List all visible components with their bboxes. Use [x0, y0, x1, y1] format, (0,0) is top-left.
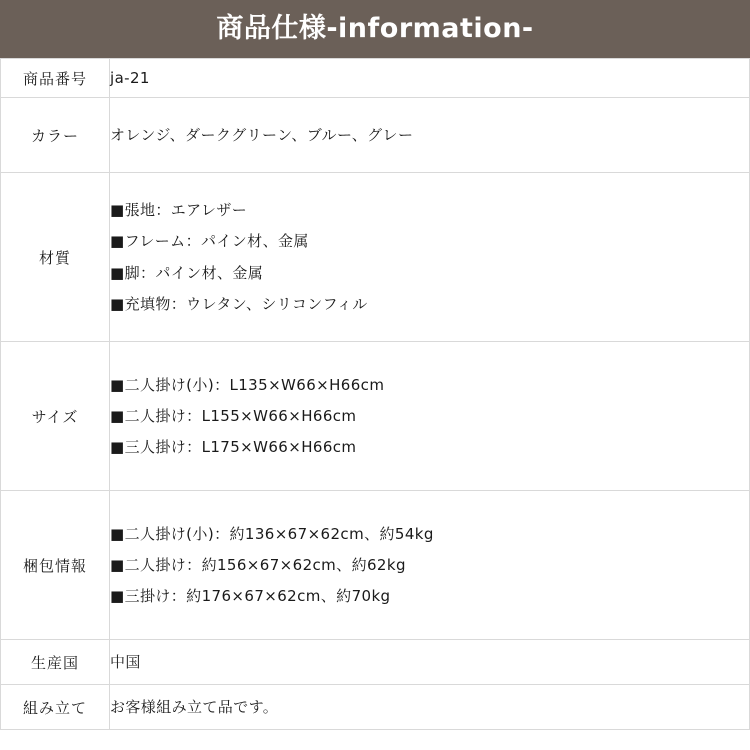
- row-value: [110, 59, 750, 98]
- value-line: ■脚：パイン材、金属: [110, 263, 264, 282]
- row-value: [110, 98, 750, 173]
- value-line: ■二人掛け(小)：約136×67×62cm、約54kg: [110, 524, 434, 543]
- row-value: [110, 640, 750, 685]
- table-row: [1, 640, 750, 685]
- value-line: ■フレーム：パイン材、金属: [110, 232, 309, 251]
- table-row: [1, 59, 750, 98]
- row-label: カラー: [1, 98, 110, 173]
- table-row: [1, 98, 750, 173]
- spec-table: [0, 58, 750, 730]
- table-row: [1, 685, 750, 730]
- row-label: 生産国: [1, 640, 110, 685]
- row-value: [110, 342, 750, 491]
- page-title: 商品仕様-information-: [0, 0, 750, 58]
- row-label: サイズ: [1, 342, 110, 491]
- value-line: ■三掛け：約176×67×62cm、約70kg: [110, 587, 391, 606]
- row-label: 商品番号: [1, 59, 110, 98]
- table-row: [1, 173, 750, 342]
- row-label: 梱包情報: [1, 491, 110, 640]
- table-row: [1, 491, 750, 640]
- value-line: 中国: [110, 652, 141, 671]
- value-line: ■張地：エアレザー: [110, 201, 248, 219]
- row-value: [110, 685, 750, 730]
- value-line: ■二人掛け：L155×W66×H66cm: [110, 406, 357, 425]
- table-row: [1, 342, 750, 491]
- value-line: お客様組み立て品です。: [110, 697, 279, 716]
- row-value: [110, 491, 750, 640]
- value-line: ■三人掛け：L175×W66×H66cm: [110, 438, 357, 457]
- row-label: 組み立て: [1, 685, 110, 730]
- row-value: [110, 173, 750, 342]
- row-label: 材質: [1, 173, 110, 342]
- value-line: オレンジ、ダークグリーン、ブルー、グレー: [110, 125, 414, 144]
- value-line: ■二人掛け：約156×67×62cm、約62kg: [110, 555, 406, 574]
- value-line: ■充填物：ウレタン、シリコンフィル: [110, 294, 368, 313]
- value-line: ■二人掛け(小)：L135×W66×H66cm: [110, 375, 385, 394]
- value-line: ja-21: [110, 68, 150, 87]
